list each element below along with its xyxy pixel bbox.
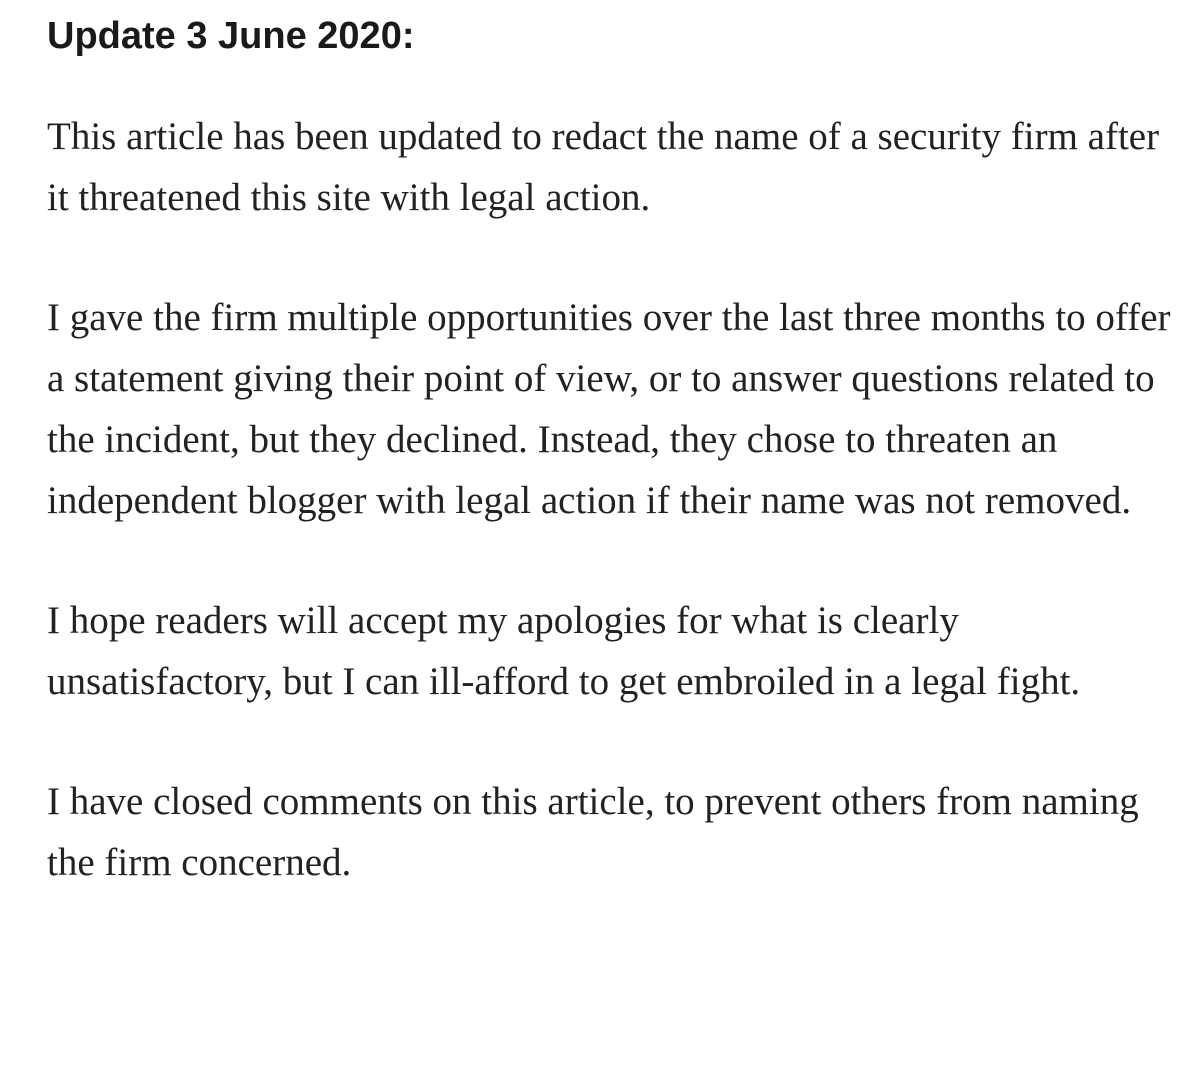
update-notice (47, 0, 1172, 893)
opportunities-paragraph: I gave the firm multiple opportunities over the last three months to offer a statement giving their point of view, or to answer questions related to the incident, but they declined. Instead, they chose to threaten an independent blogger with legal action if their name was not removed. (47, 296, 1171, 522)
apology-paragraph: I hope readers will accept my apologies for what is clearly unsatisfactory, but I can ill-afford to get embroiled in a legal fight. (47, 599, 1081, 703)
update-heading: Update 3 June 2020: (47, 15, 415, 57)
comments-closed-paragraph: I have closed comments on this article, to prevent others from naming the firm concerned. (47, 780, 1139, 884)
redaction-notice-paragraph: This article has been updated to redact the name of a security firm after it threatened this site with legal action. (47, 115, 1160, 219)
